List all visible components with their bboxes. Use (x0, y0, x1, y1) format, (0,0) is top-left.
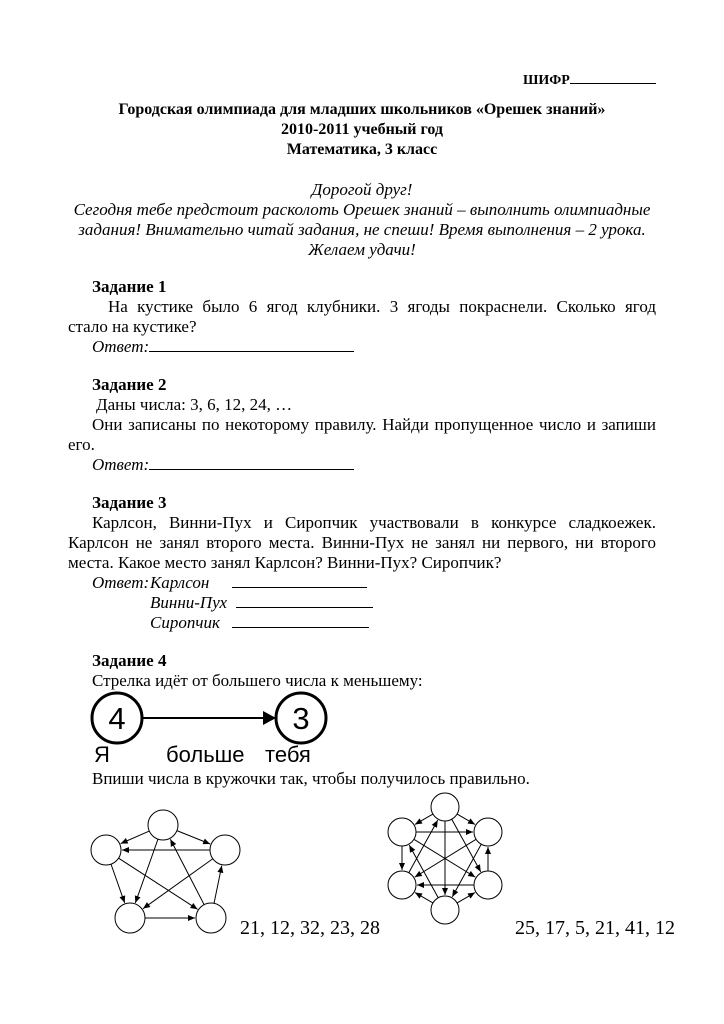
task2-text-3: его. (68, 435, 95, 454)
pentagon-arrow-4-head (120, 895, 126, 903)
task3-text-1: Карлсон, Винни-Пух и Сиропчик участвовали в конкурсе сладкоежек. (92, 513, 656, 532)
cipher-label: ШИФР (523, 73, 570, 88)
hexagon-arrow-2-head (485, 847, 491, 854)
pentagon-diagram (88, 800, 248, 950)
task3-heading: Задание 3 (92, 493, 167, 512)
task3-blank-2[interactable] (236, 592, 373, 608)
pentagon-arrow-10-head (190, 903, 198, 909)
hexagon-diagram (370, 782, 520, 932)
greeting-line-3: задания! Внимательно читай задания, не спеши! Время выполнения – 2 урока. (78, 220, 646, 239)
greeting-line-4: Желаем удачи! (308, 240, 416, 259)
example-arrowhead (263, 711, 276, 725)
cipher-field (523, 68, 656, 89)
pentagon-arrow-3-head (188, 915, 195, 921)
hexagon-arrow-11-head (415, 871, 423, 877)
title-line-2: 2010-2011 учебный год (281, 121, 443, 138)
example-word-left: Я (94, 742, 110, 767)
pentagon-arrow-8-head (143, 902, 150, 909)
task1-heading: Задание 1 (92, 277, 167, 296)
example-diagram (80, 688, 340, 768)
pentagon-empty-circle-4 (115, 903, 145, 933)
hexagon-empty-circle-3 (474, 871, 502, 899)
hexagon-arrow-4-head (415, 893, 423, 899)
hexagon-arrow-1-head (467, 818, 475, 824)
pentagon-arrow-7-head (135, 895, 141, 903)
task3-blank-3[interactable] (232, 612, 369, 628)
task3-blank-1[interactable] (232, 572, 367, 588)
pentagon-arrow-2-head (217, 866, 223, 873)
pentagon-arrow-1-head (203, 839, 211, 845)
pentagon-arrow-9-head (122, 847, 129, 853)
greeting-line-2: Сегодня тебе предстоит расколоть Орешек знаний – выполнить олимпиадные (73, 200, 651, 219)
task2-text-2: Они записаны по некоторому правилу. Найди пропущенное число и запиши (92, 415, 656, 434)
pentagon-arrow-10 (119, 858, 198, 909)
task2-heading: Задание 2 (92, 375, 167, 394)
title-line-3: Математика, 3 класс (286, 141, 438, 158)
task4-intro: Стрелка идёт от большего числа к меньшему: (92, 671, 423, 690)
hexagon-arrow-5-head (399, 863, 405, 870)
pentagon-empty-circle-3 (196, 903, 226, 933)
task1-answer (92, 336, 354, 357)
task1-answer-blank[interactable] (149, 336, 354, 352)
task1-answer-label: Ответ: (92, 337, 150, 356)
example-word-mid: больше (166, 742, 245, 767)
example-number-right: 3 (292, 701, 310, 736)
example-number-left: 4 (108, 701, 126, 736)
task4-heading: Задание 4 (92, 651, 167, 670)
hexagon-arrow-12-head (466, 829, 473, 835)
greeting-line-1: Дорогой друг! (311, 180, 413, 199)
numbers-left: 21, 12, 32, 23, 28 (240, 917, 380, 939)
task3-name-2: Винни-Пух (150, 593, 228, 612)
title-line-1: Городская олимпиада для младших школьников «Орешек знаний» (118, 101, 606, 118)
task2-text-1: Даны числа: 3, 6, 12, 24, … (96, 395, 293, 414)
hexagon-empty-circle-5 (388, 871, 416, 899)
hexagon-empty-circle-1 (431, 793, 459, 821)
task3-answer-label: Ответ: (92, 573, 150, 592)
task4-instruction: Впиши числа в кружочки так, чтобы получилось правильно. (92, 769, 530, 788)
pentagon-empty-circle-1 (148, 810, 178, 840)
task2-answer (92, 454, 354, 475)
hexagon-arrow-13-head (417, 882, 424, 888)
task1-text-2: стало на кустике? (68, 317, 197, 336)
cipher-blank[interactable] (570, 68, 656, 84)
example-word-right: тебя (265, 742, 311, 767)
task1-text-1: На кустике было 6 ягод клубники. 3 ягоды покраснели. Сколько ягод (108, 297, 656, 316)
hexagon-empty-circle-2 (474, 818, 502, 846)
hexagon-arrow-6-head (415, 818, 423, 824)
task3-name-1: Карлсон (150, 573, 210, 592)
task3-name-3: Сиропчик (150, 613, 220, 632)
numbers-right: 25, 17, 5, 21, 41, 12 (515, 917, 675, 939)
hexagon-empty-circle-4 (431, 896, 459, 924)
hexagon-arrow-8-head (442, 888, 448, 895)
task3-text-3: места. Какое место занял Карлсон? Винни-Пух? Сиропчик? (68, 553, 502, 572)
pentagon-empty-circle-2 (210, 835, 240, 865)
hexagon-arrow-3-head (467, 893, 475, 899)
pentagon-empty-circle-5 (91, 835, 121, 865)
hexagon-empty-circle-6 (388, 818, 416, 846)
task3-text-2: Карлсон не занял второго места. Винни-Пух не занял ни первого, ни второго (68, 533, 656, 552)
task2-answer-label: Ответ: (92, 455, 150, 474)
hexagon-arrow-14-head (468, 871, 476, 877)
task2-answer-blank[interactable] (149, 454, 354, 470)
